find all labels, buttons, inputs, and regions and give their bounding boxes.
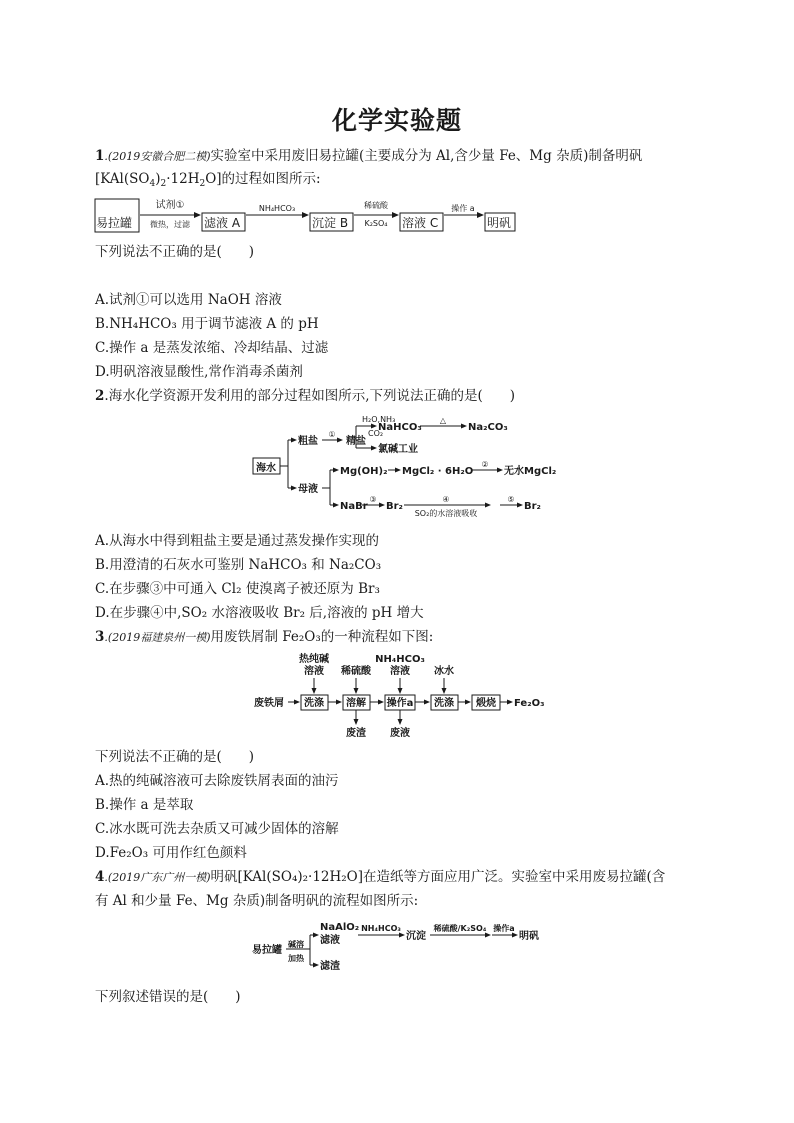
q2-number: 2	[95, 388, 105, 404]
q2-option-d: D.在步骤④中,SO₂ 水溶液吸收 Br₂ 后,溶液的 pH 增大	[95, 605, 424, 621]
q4-naalo2: NaAlO₂	[320, 922, 360, 933]
q1-condition-1: 微热，过滤	[150, 220, 190, 229]
q3-stem	[95, 628, 433, 647]
q4-source: .(2019广东广州一模)	[104, 871, 211, 884]
q1-precipitate-b-label: 沉淀 B	[312, 216, 349, 230]
q1-stem-a: 实验室中采用废旧易拉罐(主要成分为 Al,含少量 Fe、Mg 杂质)制备明矾	[210, 148, 643, 164]
q2-option-a: A.从海水中得到粗盐主要是通过蒸发操作实现的	[95, 533, 380, 549]
q1-flow-diagram	[0, 190, 794, 240]
q4-residue: 滤渣	[320, 961, 340, 972]
q1-filtrate-a-label: 滤液 A	[204, 216, 241, 230]
q2-anhydrous-mgcl2: 无水MgCl₂	[504, 466, 557, 477]
q4-condition-heat: 加热	[288, 954, 304, 963]
q3-end: Fe₂O₃	[514, 698, 545, 709]
q1-formula-sub: 4	[149, 179, 156, 189]
q1-reagent-3: 稀硫酸	[364, 201, 388, 210]
q1-formula-part: ·12H	[166, 171, 200, 187]
q4-condition-alkali: 碱溶	[288, 940, 304, 949]
q2-crude-salt: 粗盐	[298, 436, 318, 447]
q2-so2-absorb: SO₂的水溶液吸收	[414, 509, 478, 518]
q2-option-c: C.在步骤③中可通入 Cl₂ 使溴离子被还原为 Br₃	[95, 581, 380, 597]
q2-step-5: ⑤	[507, 495, 515, 504]
q2-mgcl2-hydrate: MgCl₂ · 6H₂O	[402, 466, 474, 477]
q1-formula-part: )	[155, 171, 161, 187]
q3-operation-a-label: 操作a	[386, 698, 414, 709]
q1-option-c: C.操作 a 是蒸发浓缩、冷却结晶、过滤	[95, 340, 329, 356]
q3-calcine-label: 煅烧	[476, 698, 496, 709]
q2-option-b: B.用澄清的石灰水可鉴别 NaHCO₃ 和 Na₂CO₃	[95, 557, 382, 573]
q3-input-1b: 溶液	[304, 666, 324, 677]
q2-br2-a: Br₂	[386, 501, 403, 512]
q1-formula-sub: 2	[199, 179, 206, 189]
q4-filtrate: 滤液	[320, 935, 340, 946]
q2-stem-text: .海水化学资源开发利用的部分过程如图所示,下列说法正确的是( )	[104, 388, 516, 404]
q1-option-d: D.明矾溶液显酸性,常作消毒杀菌剂	[95, 364, 303, 380]
q2-step-4: ④	[442, 495, 450, 504]
q4-stem-a: 明矾[KAl(SO₄)₂·12H₂O]在造纸等方面应用广泛。实验室中采用废易拉罐(含	[210, 869, 666, 885]
q4-operation-a: 操作a	[493, 924, 515, 933]
q2-step-1: ①	[328, 430, 336, 439]
q1-formula-sub: 2	[160, 179, 167, 189]
q1-formula-part: [KAl(SO	[95, 171, 150, 187]
q2-step-3: ③	[369, 495, 377, 504]
q3-option-c: C.冰水既可洗去杂质又可减少固体的溶解	[95, 821, 339, 837]
q3-stem-text: 用废铁屑制 Fe₂O₃的一种流程如下图:	[210, 629, 434, 645]
q3-ask: 下列说法不正确的是( )	[95, 749, 255, 765]
q1-source: .(2019安徽合肥二模)	[104, 150, 211, 163]
q2-flow-diagram	[0, 412, 794, 522]
q1-reagent-3b: K₂SO₄	[364, 219, 388, 228]
q3-number: 3	[95, 629, 105, 645]
q2-stem	[95, 387, 515, 405]
q3-flow-diagram	[0, 652, 794, 742]
q1-solution-c-label: 溶液 C	[402, 216, 439, 230]
q3-option-a: A.热的纯碱溶液可去除废铁屑表面的油污	[95, 773, 339, 789]
q3-output-2: 废液	[390, 728, 410, 739]
q2-nabr: NaBr	[340, 501, 368, 512]
q3-dissolve-label: 溶解	[346, 698, 366, 709]
q3-wash-1-label: 洗涤	[304, 698, 324, 709]
q2-reagents-top: H₂O,NH₃	[362, 415, 396, 424]
q3-input-1a: 热纯碱	[299, 654, 329, 665]
q2-refined-salt: 精盐	[346, 436, 366, 447]
q1-ask: 下列说法不正确的是( )	[95, 244, 255, 260]
q3-input-4: 冰水	[434, 666, 454, 677]
q2-reagents-bot: CO₂	[368, 429, 384, 438]
q3-option-d: D.Fe₂O₃ 可用作红色颜料	[95, 845, 247, 861]
q4-flow-diagram	[0, 917, 794, 979]
q1-reagent-1: 试剂①	[155, 200, 185, 211]
q1-option-b: B.NH₄HCO₃ 用于调节滤液 A 的 pH	[95, 316, 319, 332]
q4-reagent-1: NH₄HCO₃	[361, 924, 401, 933]
q1-operation-a: 操作 a	[451, 204, 475, 213]
q1-start-label: 易拉罐	[96, 216, 133, 230]
q1-reagent-2: NH₄HCO₃	[258, 204, 296, 213]
q3-input-3a: NH₄HCO₃	[375, 654, 425, 665]
q2-seawater: 海水	[256, 463, 276, 474]
q3-input-2: 稀硫酸	[341, 666, 371, 677]
q2-step-2: ②	[481, 460, 489, 469]
q4-number: 4	[95, 869, 105, 885]
q1-stem-line2	[95, 170, 321, 188]
q2-nahco3: NaHCO₃	[378, 422, 422, 433]
q2-mother-liquor: 母液	[298, 484, 318, 495]
q2-br2-b: Br₂	[524, 501, 541, 512]
q1-number: 1	[95, 148, 105, 164]
q4-end: 明矾	[519, 931, 539, 942]
q2-heat-symbol: △	[439, 416, 447, 425]
q4-stem-line2: 有 Al 和少量 Fe、Mg 杂质)制备明矾的流程如图所示:	[95, 893, 419, 909]
q3-source: .(2019福建泉州一模)	[104, 631, 211, 644]
q1-formula-part: O]的过程如图所示:	[205, 171, 321, 187]
q3-output-1: 废渣	[346, 728, 366, 739]
q2-chlor-alkali: 氯碱工业	[378, 444, 418, 455]
q2-mgoh2: Mg(OH)₂	[340, 466, 388, 477]
q1-option-a: A.试剂①可以选用 NaOH 溶液	[95, 292, 282, 308]
q4-reagent-2: 稀硫酸/K₂SO₄	[433, 924, 487, 933]
q3-wash-2-label: 洗涤	[434, 698, 454, 709]
q3-start: 废铁屑	[254, 698, 284, 709]
q3-option-b: B.操作 a 是萃取	[95, 797, 194, 813]
q3-input-3b: 溶液	[390, 666, 410, 677]
q1-stem-line1	[95, 147, 642, 166]
q4-ask: 下列叙述错误的是( )	[95, 989, 241, 1005]
page-title: 化学实验题	[331, 106, 462, 135]
q1-end-label: 明矾	[487, 216, 512, 230]
q2-na2co3: Na₂CO₃	[468, 422, 508, 433]
q4-stem-line1	[95, 868, 665, 887]
q4-precipitate: 沉淀	[406, 931, 426, 942]
q4-start: 易拉罐	[252, 945, 282, 956]
